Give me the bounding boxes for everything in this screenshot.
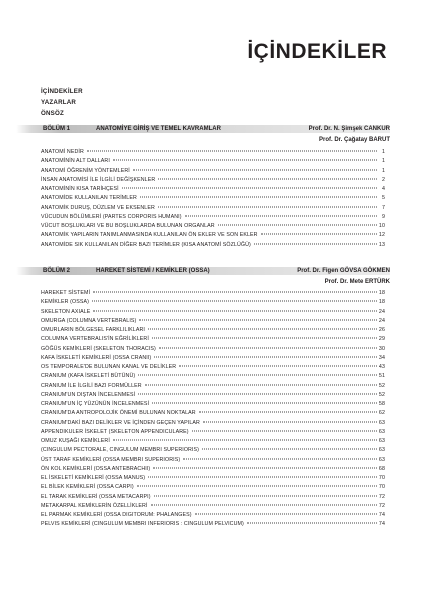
dot-leader: [202, 449, 377, 450]
toc-entry-title: METAKARPAL KEMİKLERİN ÖZELLİKLERİ: [41, 502, 148, 509]
toc-entry-page: 58: [378, 401, 385, 407]
toc-entry[interactable]: [41, 409, 385, 418]
toc-entry[interactable]: [41, 400, 385, 409]
toc-entry-title: HAREKET SİSTEMİ: [41, 290, 91, 296]
toc-entry[interactable]: [41, 345, 385, 354]
toc-entry[interactable]: [41, 437, 385, 446]
front-matter-list: [41, 86, 83, 119]
toc-entry-title: CRANIUM (KAFA İSKELETİ BÜTÜNÜ): [41, 373, 136, 380]
toc-entry[interactable]: [41, 241, 385, 250]
toc-entry[interactable]: [41, 317, 385, 326]
toc-entry[interactable]: [41, 511, 385, 520]
section-title[interactable]: HAREKET SİSTEMİ / KEMİKLER (OSSA): [96, 268, 210, 274]
toc-entry-title: CRANIUM'DAKİ BAZI DELİKLER VE İÇİNDEN GEÇEN YAPILAR: [41, 419, 200, 426]
toc-entry[interactable]: [41, 298, 385, 307]
toc-entry-title: EL PARMAK KEMİKLERİ (OSSA DIGITORUM: PHALANGES): [41, 512, 192, 518]
dot-leader: [158, 206, 377, 207]
page-title: İÇİNDEKİLER: [247, 40, 387, 63]
dot-leader: [113, 160, 377, 161]
toc-entry-title: İNSAN ANATOMİSİ İLE İLGİLİ DEĞİŞKENLER: [41, 176, 156, 183]
dot-leader: [154, 495, 377, 496]
toc-entry-title: EL İSKELETİ KEMİKLERİ (OSSA MANUS): [41, 475, 146, 481]
toc-entry-page: 63: [378, 438, 385, 444]
toc-entry-page: 5: [381, 195, 385, 202]
toc-entry-title: OS TEMPORALE'DE BULUNAN KANAL VE DELİKLER: [41, 364, 177, 370]
toc-entry[interactable]: [41, 456, 385, 465]
toc-entry-title: (CINGULUM PECTORALE, CINGULUM MEMBRI SUPERIORIS): [41, 447, 200, 454]
toc-entry-title: ANATOMİ ÖĞRENİM YÖNTEMLERİ: [41, 167, 130, 174]
dot-leader: [148, 477, 377, 478]
toc-entry-page: 24: [378, 317, 385, 324]
toc-entry[interactable]: [41, 289, 385, 298]
front-matter-item-contents[interactable]: İÇİNDEKİLER: [41, 88, 83, 95]
toc-entry-page: 70: [378, 484, 385, 491]
dot-leader: [192, 430, 377, 431]
dot-leader: [179, 366, 377, 367]
toc-entry[interactable]: [41, 372, 385, 381]
toc-entry[interactable]: [41, 157, 385, 166]
toc-entry-title: CRANIUM'UN DIŞTAN İNCELENMESİ: [41, 391, 136, 398]
toc-entry-page: 9: [381, 213, 385, 220]
toc-entry-title: VÜCUT BOŞLUKLARI VE BU BOŞLUKLARDA BULUNAN ORGANLAR: [41, 223, 215, 229]
toc-entry[interactable]: [41, 213, 385, 222]
section-title[interactable]: ANATOMİYE GİRİŞ VE TEMEL KAVRAMLAR: [96, 126, 221, 132]
toc-entry-page: 7: [381, 204, 385, 211]
toc-entry-title: KAFA İSKELETİ KEMİKLERİ (OSSA CRANII): [41, 354, 152, 361]
toc-entry-title: ANATOMİK YAPILARIN TANIMLANMASINDA KULLANILAN ÖN EKLER VE SON EKLER: [41, 232, 258, 239]
dot-leader: [183, 458, 377, 459]
toc-entry[interactable]: [41, 354, 385, 363]
toc-entry-title: OMURLARIN BÖLGESEL FARKLILIKLARI: [41, 327, 145, 333]
toc-entry-title: OMURGA (COLUMNA VERTEBRALIS): [41, 317, 137, 324]
dot-leader: [185, 215, 377, 216]
toc-entry-page: 68: [378, 465, 385, 472]
toc-entry[interactable]: [41, 167, 385, 176]
dot-leader: [145, 384, 377, 385]
toc-entry-title: ANATOMİ NEDİR: [41, 149, 84, 155]
toc-entry-page: 1: [381, 149, 385, 155]
toc-entry-page: 63: [378, 428, 385, 435]
toc-entry-page: 74: [378, 512, 385, 518]
toc-entry-page: 74: [378, 521, 385, 528]
dot-leader: [195, 514, 377, 515]
toc-entry[interactable]: [41, 428, 385, 437]
toc-list-section-1: [41, 148, 385, 250]
front-matter-item-preface[interactable]: ÖNSÖZ: [41, 110, 65, 117]
toc-entry-page: 30: [378, 345, 385, 352]
toc-entry-page: 10: [378, 223, 385, 229]
toc-entry-page: 2: [381, 176, 385, 183]
toc-entry[interactable]: [41, 148, 385, 157]
toc-entry-page: 34: [378, 354, 385, 361]
toc-entry-page: 51: [378, 373, 385, 380]
toc-entry-title: KEMİKLER (OSSA): [41, 299, 90, 306]
dot-leader: [148, 329, 377, 330]
toc-entry-page: 63: [378, 419, 385, 426]
toc-entry-title: EL BİLEK KEMİKLERİ (OSSA CARPI): [41, 484, 134, 491]
section-number: BÖLÜM 1: [43, 126, 70, 132]
dot-leader: [140, 197, 377, 198]
toc-entry-page: 70: [378, 475, 385, 481]
dot-leader: [139, 319, 376, 320]
dot-leader: [122, 188, 377, 189]
toc-list-section-2: [41, 289, 385, 530]
toc-entry-title: SKELETON AXIALE: [41, 308, 91, 315]
toc-entry[interactable]: [41, 308, 385, 317]
front-matter-item-authors[interactable]: YAZARLAR: [41, 99, 77, 106]
toc-entry-page: 62: [378, 410, 385, 417]
toc-entry[interactable]: [41, 493, 385, 502]
toc-entry-title: OMUZ KUŞAĞI KEMİKLERİ: [41, 438, 110, 444]
dot-leader: [247, 523, 377, 524]
section-header-2: [16, 267, 390, 275]
toc-entry-page: 43: [378, 364, 385, 370]
toc-entry-title: ÖN KOL KEMİKLERİ (OSSA ANTEBRACHII): [41, 465, 151, 472]
toc-entry-page: 26: [378, 327, 385, 333]
dot-leader: [92, 301, 377, 302]
dot-leader: [93, 310, 377, 311]
dot-leader: [138, 393, 377, 394]
dot-leader: [93, 292, 377, 293]
toc-entry-page: 29: [378, 336, 385, 343]
toc-entry-page: 72: [378, 493, 385, 500]
toc-entry-title: EL TARAK KEMİKLERİ (OSSA METACARPI): [41, 493, 151, 500]
section-header-1: [16, 125, 390, 133]
dot-leader: [203, 421, 377, 422]
toc-entry-title: ANATOMİNİN ALT DALLARI: [41, 158, 110, 165]
dot-leader: [151, 504, 377, 505]
dot-leader: [199, 412, 377, 413]
toc-entry-page: 63: [378, 447, 385, 454]
toc-entry-page: 72: [378, 502, 385, 509]
dot-leader: [152, 403, 377, 404]
section-author-primary: Prof. Dr. Figen GÖVSA GÖKMEN: [297, 268, 390, 274]
toc-entry-page: 4: [381, 186, 385, 192]
toc-entry-title: PELVIS KEMİKLERİ (CINGULUM MEMBRI INFERIORIS : CINGULUM PELVICUM): [41, 521, 244, 528]
toc-entry-page: 24: [378, 308, 385, 315]
dot-leader: [254, 243, 377, 244]
toc-entry[interactable]: [41, 363, 385, 372]
dot-leader: [153, 467, 377, 468]
toc-entry[interactable]: [41, 204, 385, 213]
toc-entry-title: ANATOMİNİN KISA TARİHÇESİ: [41, 186, 119, 192]
toc-entry[interactable]: [41, 483, 385, 492]
toc-entry-page: 18: [378, 290, 385, 296]
toc-entry-page: 52: [378, 391, 385, 398]
toc-entry-title: ANATOMİK DURUŞ, DÜZLEM VE EKSENLER: [41, 204, 155, 211]
dot-leader: [133, 169, 377, 170]
toc-entry-page: 18: [378, 299, 385, 306]
toc-entry[interactable]: [41, 335, 385, 344]
toc-entry[interactable]: [41, 465, 385, 474]
toc-entry-title: ANATOMİDE KULLANILAN TERİMLER: [41, 195, 137, 202]
dot-leader: [159, 347, 377, 348]
toc-entry-title: GÖĞÜS KEMİKLERİ (SKELETON THORACIS): [41, 345, 156, 352]
section-author-secondary: Prof. Dr. Çağatay BARUT: [318, 137, 390, 143]
toc-entry-title: ANATOMİDE SIK KULLANILAN DİĞER BAZI TERİMLER (KISA ANATOMİ SÖZLÜĞÜ): [41, 241, 251, 248]
toc-entry[interactable]: [41, 382, 385, 391]
toc-entry-title: CRANIUM İLE İLGİLİ BAZI FORMÜLLER: [41, 382, 142, 389]
section-number: BÖLÜM 2: [43, 268, 70, 274]
toc-entry-title: CRANIUM'UN İÇ YÜZÜNÜN İNCELENMESİ: [41, 401, 150, 407]
toc-entry-page: 52: [378, 382, 385, 389]
toc-entry-page: 1: [381, 158, 385, 165]
dot-leader: [158, 178, 377, 179]
toc-entry[interactable]: [41, 231, 385, 240]
dot-leader: [152, 338, 377, 339]
toc-entry-page: 13: [378, 241, 385, 248]
toc-entry-page: 63: [378, 456, 385, 463]
toc-entry[interactable]: [41, 185, 385, 194]
toc-entry[interactable]: [41, 520, 385, 529]
toc-entry[interactable]: [41, 474, 385, 483]
dot-leader: [113, 440, 377, 441]
toc-entry-page: 12: [378, 232, 385, 239]
toc-entry-title: VÜCUDUN BÖLÜMLERİ (PARTES CORPORIS HUMANI): [41, 213, 182, 220]
toc-entry[interactable]: [41, 419, 385, 428]
toc-entry[interactable]: [41, 446, 385, 455]
dot-leader: [137, 486, 377, 487]
dot-leader: [261, 234, 377, 235]
section-author-primary: Prof. Dr. N. Şimşek CANKUR: [308, 126, 390, 132]
toc-entry[interactable]: [41, 326, 385, 335]
dot-leader: [154, 356, 377, 357]
toc-entry-title: APPENDIKULER İSKELET (SKELETON APPENDICULARE): [41, 428, 189, 435]
toc-entry-page: 1: [381, 167, 385, 174]
dot-leader: [218, 225, 377, 226]
dot-leader: [138, 375, 377, 376]
toc-entry-title: CRANIUM'DA ANTROPOLOJİK ÖNEMİ BULUNAN NOKTALAR: [41, 410, 196, 417]
toc-entry[interactable]: [41, 222, 385, 231]
toc-entry[interactable]: [41, 502, 385, 511]
toc-entry-title: ÜST TARAF KEMİKLERİ (OSSA MEMBRI SUPERIORIS): [41, 456, 181, 463]
section-author-secondary: Prof. Dr. Mete ERTÜRK: [324, 279, 390, 285]
toc-entry-title: COLUMNA VERTEBRALIS'İN EĞRİLİKLERİ: [41, 336, 149, 343]
dot-leader: [87, 151, 377, 152]
toc-entry[interactable]: [41, 391, 385, 400]
toc-entry[interactable]: [41, 194, 385, 203]
toc-entry[interactable]: [41, 176, 385, 185]
